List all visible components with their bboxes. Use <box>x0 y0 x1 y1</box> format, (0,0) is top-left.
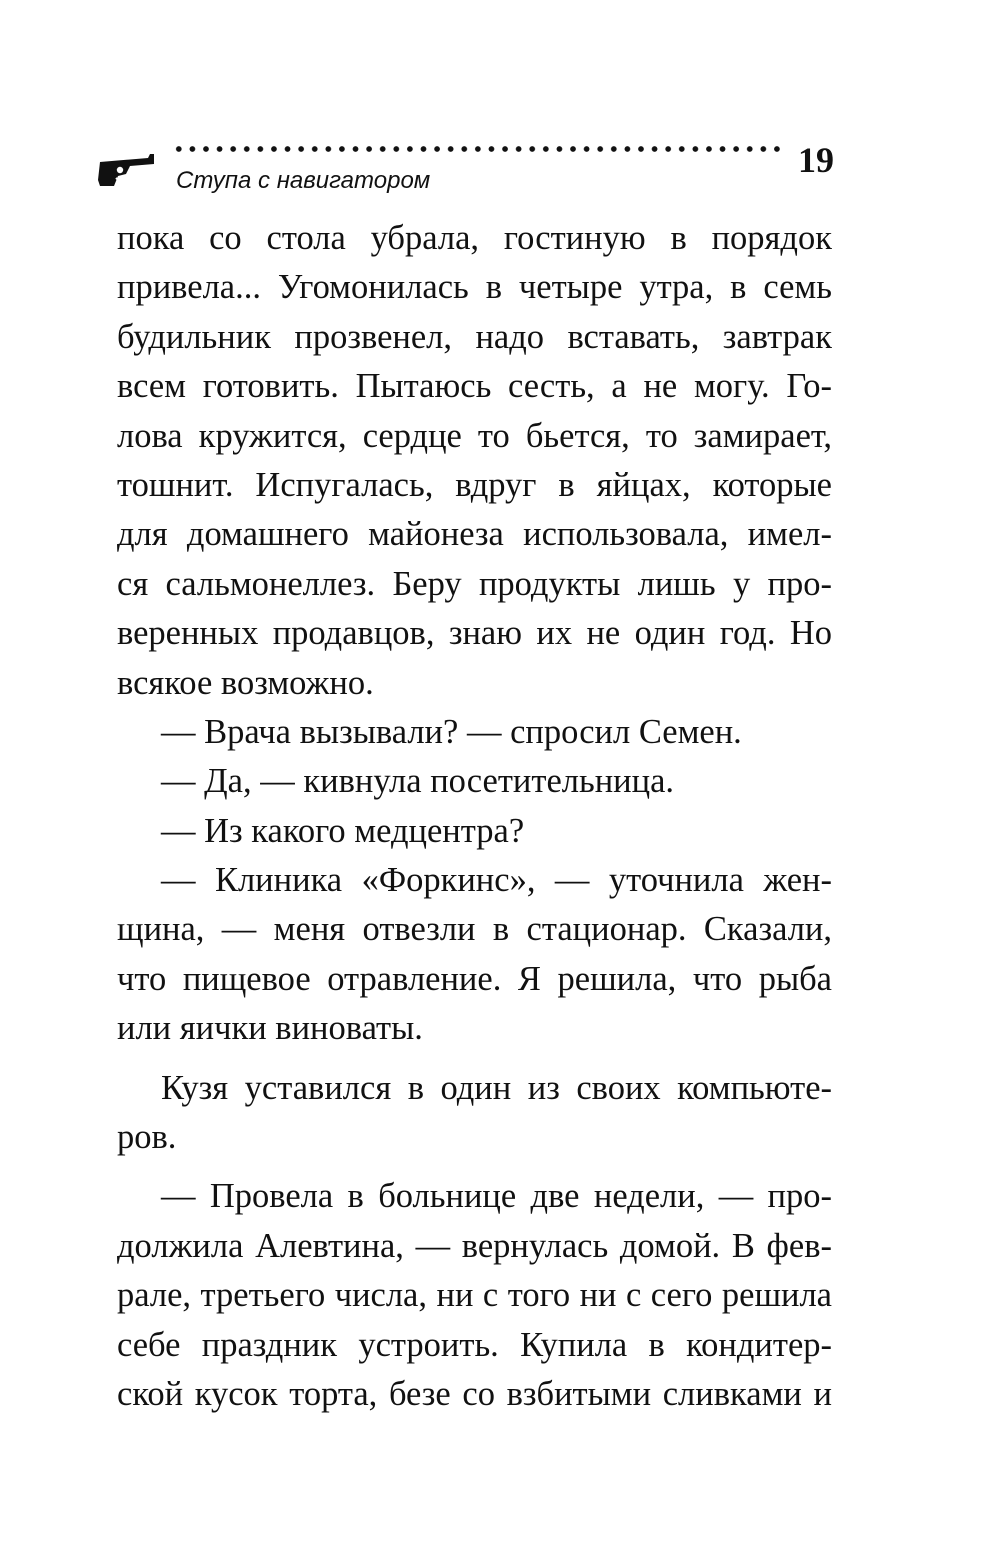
text-line: щина, — меня отвезли в стационар. Сказали, <box>117 910 832 949</box>
text-line: ся сальмонеллез. Беру продукты лишь у про- <box>117 564 832 603</box>
text-line: ров. <box>117 1118 177 1157</box>
dialogue-line: — Провела в больнице две недели, — про- <box>161 1177 832 1216</box>
dialogue-line: — Клиника «Форкинс», — уточнила жен- <box>161 861 832 900</box>
running-title: Ступа с навигатором <box>176 167 431 194</box>
text-line: для домашнего майонеза использовала, имел- <box>117 515 832 554</box>
body-text <box>117 214 832 1419</box>
text-line: что пищевое отравление. Я решила, что рыба <box>117 959 832 998</box>
text-line: веренных продавцов, знаю их не один год. Но <box>117 614 832 653</box>
text-line: должила Алевтина, — вернулась домой. В фев- <box>117 1226 832 1265</box>
dialogue-line: — Из какого медцентра? <box>161 811 525 850</box>
revolver-icon <box>96 148 156 188</box>
text-line: или яички виноваты. <box>117 1009 423 1048</box>
text-line: привела... Угомонилась в четыре утра, в семь <box>117 268 832 307</box>
text-line: ской кусок торта, безе со взбитыми сливками и <box>117 1374 832 1413</box>
dialogue-line: — Врача вызывали? — спросил Семен. <box>161 712 742 751</box>
text-line: всем готовить. Пытаюсь сесть, а не могу. Го- <box>117 367 832 406</box>
text-line: всякое возможно. <box>117 663 374 702</box>
paragraph-first-line: Кузя уставился в один из своих компьюте- <box>161 1068 832 1107</box>
text-line: тошнит. Испугалась, вдруг в яйцах, которые <box>117 465 832 504</box>
text-line: лова кружится, сердце то бьется, то замирает, <box>117 416 832 455</box>
text-line: будильник прозвенел, надо вставать, завтрак <box>117 317 832 356</box>
dialogue-line: — Да, — кивнула посетительница. <box>161 762 675 801</box>
text-line: пока со стола убрала, гостиную в порядок <box>117 219 832 257</box>
text-line: себе праздник устроить. Купила в кондитер- <box>117 1325 832 1364</box>
page-number: 19 <box>798 140 834 180</box>
page-header <box>96 140 836 200</box>
leader-dots <box>172 142 786 156</box>
text-line: рале, третьего числа, ни с того ни с сего решила <box>117 1276 832 1315</box>
